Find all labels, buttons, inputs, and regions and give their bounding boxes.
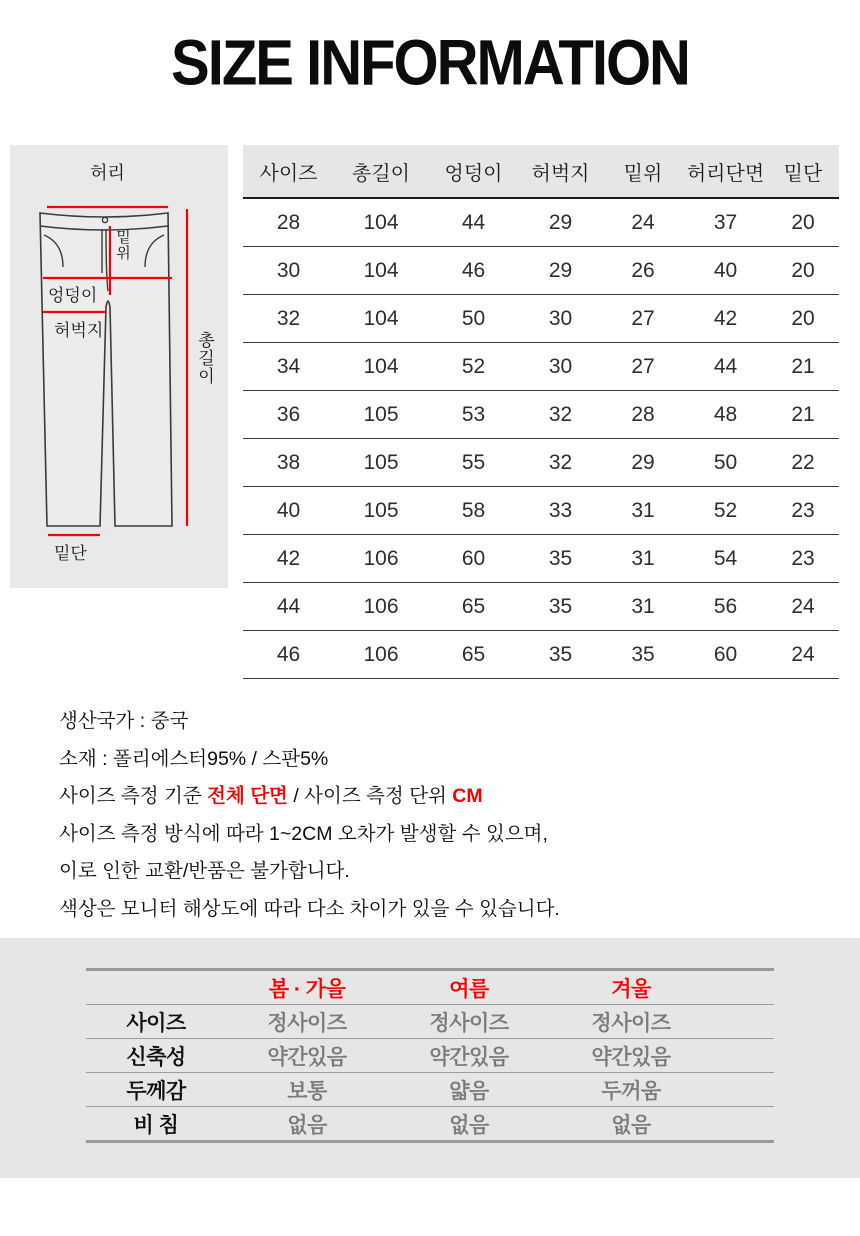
size-cell: 56 xyxy=(684,583,767,631)
size-cell: 26 xyxy=(602,247,684,295)
season-empty-cell xyxy=(712,1005,774,1039)
season-empty-cell xyxy=(712,1039,774,1073)
size-cell: 104 xyxy=(334,247,428,295)
size-cell: 105 xyxy=(334,487,428,535)
note-origin: 생산국가 : 중국 xyxy=(59,710,189,732)
size-cell: 105 xyxy=(334,439,428,487)
size-cell: 31 xyxy=(602,487,684,535)
product-notes xyxy=(59,703,560,928)
size-cell: 60 xyxy=(684,631,767,679)
size-cell: 42 xyxy=(684,295,767,343)
size-cell: 32 xyxy=(243,295,334,343)
size-cell: 104 xyxy=(334,295,428,343)
season-header-winter: 겨울 xyxy=(611,977,651,1001)
size-cell: 35 xyxy=(602,631,684,679)
size-cell: 105 xyxy=(334,391,428,439)
size-cell: 40 xyxy=(243,487,334,535)
size-cell: 38 xyxy=(243,439,334,487)
season-row-label-thickness: 두께감 xyxy=(126,1079,186,1103)
size-table-header-cell: 허리단면 xyxy=(684,145,767,198)
table-row xyxy=(86,1005,774,1039)
season-header-spring-fall: 봄 · 가을 xyxy=(268,977,346,1001)
table-row xyxy=(243,198,839,247)
size-cell: 33 xyxy=(519,487,602,535)
season-empty-cell xyxy=(712,1073,774,1107)
table-row xyxy=(243,631,839,679)
size-cell: 30 xyxy=(519,343,602,391)
waist-label: 허리 xyxy=(90,163,125,183)
size-table-header-cell: 사이즈 xyxy=(243,145,334,198)
size-cell: 54 xyxy=(684,535,767,583)
size-cell: 34 xyxy=(243,343,334,391)
size-table-header-row xyxy=(243,145,839,198)
note-color-difference: 색상은 모니터 해상도에 따라 다소 차이가 있을 수 있습니다. xyxy=(59,897,560,920)
note-text: 사이즈 측정 기준 xyxy=(59,785,208,807)
hip-label: 엉덩이 xyxy=(48,286,98,305)
note-no-refund: 이로 인한 교환/반품은 불가합니다. xyxy=(59,860,350,882)
size-cell: 24 xyxy=(602,198,684,247)
size-cell: 30 xyxy=(519,295,602,343)
page-title: SIZE INFORMATION xyxy=(171,27,689,99)
size-cell: 44 xyxy=(684,343,767,391)
size-cell: 21 xyxy=(767,343,839,391)
size-cell: 20 xyxy=(767,295,839,343)
table-row xyxy=(86,1107,774,1142)
season-row-label-size: 사이즈 xyxy=(126,1011,186,1035)
size-cell: 60 xyxy=(428,535,519,583)
season-value: 약간있음 xyxy=(267,1045,347,1069)
table-row xyxy=(243,583,839,631)
size-cell: 40 xyxy=(684,247,767,295)
size-cell: 22 xyxy=(767,439,839,487)
size-cell: 48 xyxy=(684,391,767,439)
size-cell: 27 xyxy=(602,295,684,343)
thigh-label: 허벅지 xyxy=(54,321,104,340)
season-row-label-sheerness: 비 침 xyxy=(133,1113,179,1137)
hem-label: 밑단 xyxy=(54,544,87,563)
size-cell: 52 xyxy=(684,487,767,535)
size-cell: 24 xyxy=(767,631,839,679)
size-cell: 20 xyxy=(767,247,839,295)
season-value: 없음 xyxy=(611,1113,651,1137)
size-cell: 52 xyxy=(428,343,519,391)
table-row xyxy=(243,247,839,295)
size-cell: 53 xyxy=(428,391,519,439)
size-cell: 23 xyxy=(767,535,839,583)
size-cell: 31 xyxy=(602,583,684,631)
size-cell: 50 xyxy=(428,295,519,343)
size-cell: 42 xyxy=(243,535,334,583)
season-value: 약간있음 xyxy=(591,1045,671,1069)
note-tolerance: 사이즈 측정 방식에 따라 1~2CM 오차가 발생할 수 있으며, xyxy=(59,822,548,845)
size-cell: 106 xyxy=(334,631,428,679)
size-cell: 28 xyxy=(602,391,684,439)
size-cell: 55 xyxy=(428,439,519,487)
size-cell: 35 xyxy=(519,631,602,679)
season-empty-cell xyxy=(712,1107,774,1142)
size-cell: 30 xyxy=(243,247,334,295)
season-empty-cell xyxy=(712,970,774,1005)
size-table-header-cell: 엉덩이 xyxy=(428,145,519,198)
season-value: 약간있음 xyxy=(429,1045,509,1069)
note-text: / 사이즈 측정 단위 xyxy=(287,785,453,807)
size-cell: 20 xyxy=(767,198,839,247)
size-cell: 35 xyxy=(519,583,602,631)
size-cell: 106 xyxy=(334,535,428,583)
season-header-row xyxy=(86,970,774,1005)
total-length-label: 총길이 xyxy=(195,331,214,385)
size-table-header-cell: 밑단 xyxy=(767,145,839,198)
table-row xyxy=(86,1039,774,1073)
pants-measure-diagram xyxy=(10,145,228,588)
season-value: 두꺼움 xyxy=(601,1079,661,1103)
season-value: 없음 xyxy=(449,1113,489,1137)
season-value: 없음 xyxy=(287,1113,327,1137)
table-row xyxy=(243,343,839,391)
size-cell: 23 xyxy=(767,487,839,535)
size-cell: 29 xyxy=(519,198,602,247)
size-cell: 106 xyxy=(334,583,428,631)
size-table xyxy=(243,145,839,679)
size-cell: 37 xyxy=(684,198,767,247)
note-highlight-cm: CM xyxy=(452,785,483,807)
size-cell: 35 xyxy=(519,535,602,583)
size-cell: 50 xyxy=(684,439,767,487)
rise-label: 밑위 xyxy=(114,229,131,261)
size-cell: 46 xyxy=(243,631,334,679)
size-cell: 36 xyxy=(243,391,334,439)
size-cell: 44 xyxy=(243,583,334,631)
size-cell: 104 xyxy=(334,198,428,247)
table-row xyxy=(243,535,839,583)
season-value: 정사이즈 xyxy=(591,1011,671,1035)
table-row xyxy=(86,1073,774,1107)
season-info-panel xyxy=(0,938,860,1178)
table-row xyxy=(243,391,839,439)
size-table-header-cell: 총길이 xyxy=(334,145,428,198)
size-cell: 29 xyxy=(519,247,602,295)
size-cell: 31 xyxy=(602,535,684,583)
note-measure-standard xyxy=(59,778,560,816)
size-cell: 27 xyxy=(602,343,684,391)
size-cell: 28 xyxy=(243,198,334,247)
season-table xyxy=(86,968,774,1143)
size-table-header-cell: 밑위 xyxy=(602,145,684,198)
size-cell: 58 xyxy=(428,487,519,535)
season-empty-cell xyxy=(86,970,226,1005)
size-cell: 104 xyxy=(334,343,428,391)
size-cell: 65 xyxy=(428,631,519,679)
size-cell: 21 xyxy=(767,391,839,439)
size-cell: 65 xyxy=(428,583,519,631)
size-cell: 29 xyxy=(602,439,684,487)
season-value: 보통 xyxy=(287,1079,327,1103)
size-cell: 46 xyxy=(428,247,519,295)
season-value: 정사이즈 xyxy=(429,1011,509,1035)
table-row xyxy=(243,295,839,343)
season-value: 얇음 xyxy=(449,1079,489,1103)
season-value: 정사이즈 xyxy=(267,1011,347,1035)
table-row xyxy=(243,439,839,487)
note-highlight-full-width: 전체 단면 xyxy=(207,785,288,807)
size-table-header-cell: 허벅지 xyxy=(519,145,602,198)
size-cell: 32 xyxy=(519,391,602,439)
season-header-summer: 여름 xyxy=(449,977,489,1001)
size-cell: 44 xyxy=(428,198,519,247)
size-cell: 32 xyxy=(519,439,602,487)
season-row-label-elasticity: 신축성 xyxy=(126,1045,186,1069)
table-row xyxy=(243,487,839,535)
note-material: 소재 : 폴리에스터95% / 스판5% xyxy=(59,747,329,770)
size-cell: 24 xyxy=(767,583,839,631)
